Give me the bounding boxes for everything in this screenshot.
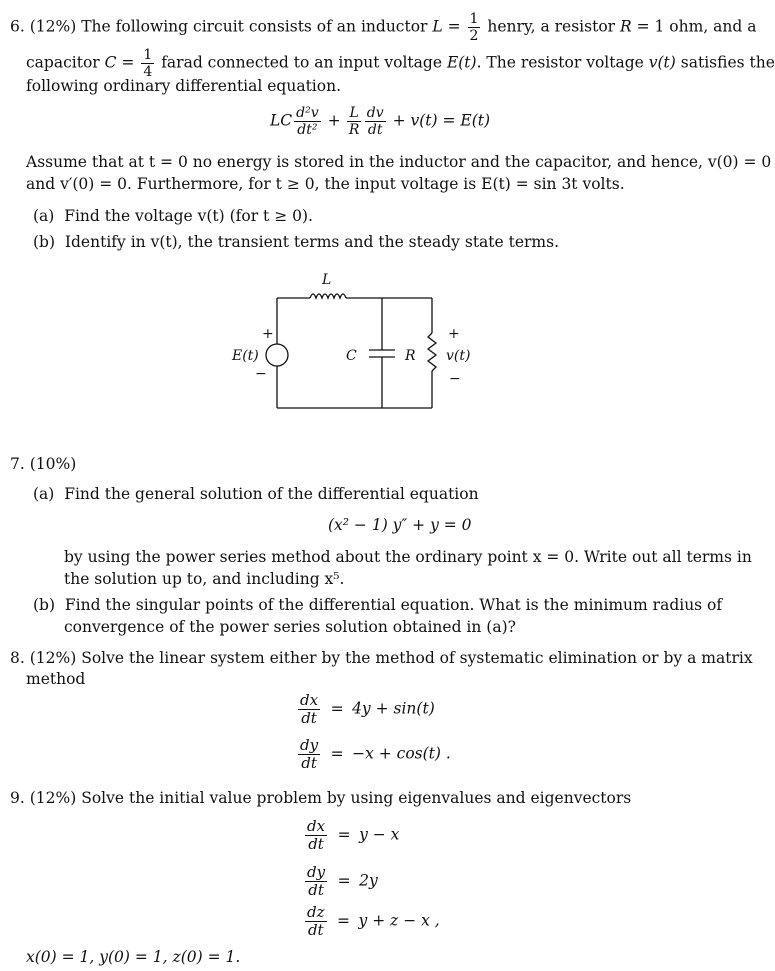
p7-header xyxy=(10,455,76,473)
p7-equation: (x² − 1) y″ + y = 0 xyxy=(328,516,472,534)
v-symbol: v(t) xyxy=(648,53,676,72)
frac-num: 1 xyxy=(143,47,153,63)
frac-num: dx xyxy=(307,817,326,835)
voltage-source-icon xyxy=(266,344,288,366)
rhs: 2y xyxy=(359,871,378,890)
p6-text: capacitor xyxy=(26,53,105,72)
p9-line1 xyxy=(10,789,631,807)
p9-initial-conditions: x(0) = 1, y(0) = 1, z(0) = 1. xyxy=(26,948,241,966)
inductor-coil xyxy=(310,294,346,298)
frac-dydt xyxy=(305,865,327,898)
p7-number: 7. xyxy=(10,455,25,473)
p6-text: satisfies the xyxy=(675,53,775,72)
frac-den: dt xyxy=(308,835,324,853)
rhs: 4y + sin(t) xyxy=(352,699,435,718)
label-C: C xyxy=(346,348,357,364)
p8-row2 xyxy=(296,738,451,771)
p9-text: Solve the initial value problem by using eigenvalues and eigenvectors xyxy=(81,789,632,807)
frac-num: dz xyxy=(307,903,325,921)
label-v: v(t) xyxy=(446,348,471,364)
p7-part-b xyxy=(33,596,722,614)
p8-number: 8. xyxy=(10,649,25,667)
rhs: −x + cos(t) . xyxy=(352,744,451,763)
rhs: y − x xyxy=(359,825,400,844)
plus: + xyxy=(322,111,346,130)
p6-text: henry, a resistor xyxy=(482,17,620,36)
frac-num: dv xyxy=(366,105,384,121)
frac-den: 2 xyxy=(469,28,479,44)
frac-num: dy xyxy=(307,863,326,881)
frac-dxdt xyxy=(298,693,320,726)
label-plus-v: + xyxy=(448,326,460,342)
part-label: (b) xyxy=(33,596,56,614)
frac-den: dt xyxy=(308,881,324,899)
R-symbol: R xyxy=(620,17,632,36)
circuit-diagram xyxy=(0,0,741,460)
relation: = xyxy=(330,699,344,718)
p6-line4: Assume that at t = 0 no energy is stored in the inductor and the capacitor, and hence, v(0) = 0 xyxy=(26,153,772,171)
ode-rest: + v(t) = E(t) xyxy=(387,111,491,130)
part-text: Find the singular points of the differential equation. What is the minimum radius of xyxy=(64,596,723,614)
frac-den: dt xyxy=(301,709,317,727)
p7-part-a xyxy=(33,485,479,503)
part-label: (b) xyxy=(33,233,56,251)
equals: = xyxy=(442,17,466,36)
p6-text: farad connected to an input voltage xyxy=(156,53,447,72)
p9-row3 xyxy=(303,905,440,938)
p8-line2: method xyxy=(26,670,86,688)
frac-den: dt² xyxy=(297,122,318,138)
label-minus-source: − xyxy=(255,366,267,382)
label-R: R xyxy=(405,348,416,364)
rhs: y + z − x , xyxy=(358,911,440,930)
p6-weight: (12%) xyxy=(29,17,77,36)
p9-weight: (12%) xyxy=(29,789,77,807)
p9-number: 9. xyxy=(10,789,25,807)
label-L: L xyxy=(322,272,332,288)
frac-num: 1 xyxy=(469,11,479,27)
frac-den: dt xyxy=(301,754,317,772)
frac-num: dy xyxy=(300,736,319,754)
L-symbol: L xyxy=(432,17,443,36)
part-text: Identify in v(t), the transient terms and the steady state terms. xyxy=(64,233,560,251)
relation: = xyxy=(337,825,351,844)
p9-row1 xyxy=(303,819,399,852)
p8-line1 xyxy=(10,649,753,667)
relation: = xyxy=(337,871,351,890)
p9-row2 xyxy=(303,865,378,898)
p7-a-line2: by using the power series method about the ordinary point x = 0. Write out all terms in xyxy=(64,548,752,566)
p7-b-line2: convergence of the power series solution obtained in (a)? xyxy=(64,618,516,636)
p6-line5: and v′(0) = 0. Furthermore, for t ≥ 0, the input voltage is E(t) = sin 3t volts. xyxy=(26,175,625,193)
resistor-zigzag xyxy=(428,333,436,371)
frac-dydt xyxy=(298,738,320,771)
part-text: Find the voltage v(t) (for t ≥ 0). xyxy=(64,207,313,225)
frac-num: d²v xyxy=(296,105,319,121)
label-E: E(t) xyxy=(232,348,259,364)
relation: = xyxy=(330,744,344,763)
p6-text: The following circuit consists of an inductor xyxy=(81,17,433,36)
frac-num: L xyxy=(349,105,359,121)
p7-a-line3: the solution up to, and including x⁵. xyxy=(64,570,345,588)
label-plus-source: + xyxy=(262,326,274,342)
frac-dxdt xyxy=(305,819,327,852)
frac-den: dt xyxy=(307,921,324,939)
frac-dzdt xyxy=(305,905,327,938)
label-minus-v: − xyxy=(449,371,461,387)
part-text: Find the general solution of the differential equation xyxy=(64,485,479,503)
equals: = xyxy=(116,53,140,72)
E-symbol: E(t) xyxy=(446,53,477,72)
frac-den: 4 xyxy=(143,64,153,80)
frac-den: dt xyxy=(367,122,383,138)
p7-weight: (10%) xyxy=(29,455,77,473)
p6-text: . The resistor voltage xyxy=(476,53,649,72)
p8-weight: (12%) xyxy=(29,649,77,667)
p8-row1 xyxy=(296,693,435,726)
p6-text: = 1 ohm, and a xyxy=(631,17,757,36)
p8-text: Solve the linear system either by the method of systematic elimination or by a matrix xyxy=(81,649,753,667)
p6-number: 6. xyxy=(10,17,25,36)
frac-num: dx xyxy=(300,691,319,709)
part-label: (a) xyxy=(33,207,55,225)
p6-line3: following ordinary differential equation. xyxy=(26,77,341,95)
relation: = xyxy=(337,911,351,930)
part-label: (a) xyxy=(33,485,55,503)
C-symbol: C xyxy=(104,53,117,72)
frac-den: R xyxy=(348,122,360,138)
ode-lc: LC xyxy=(270,111,293,130)
